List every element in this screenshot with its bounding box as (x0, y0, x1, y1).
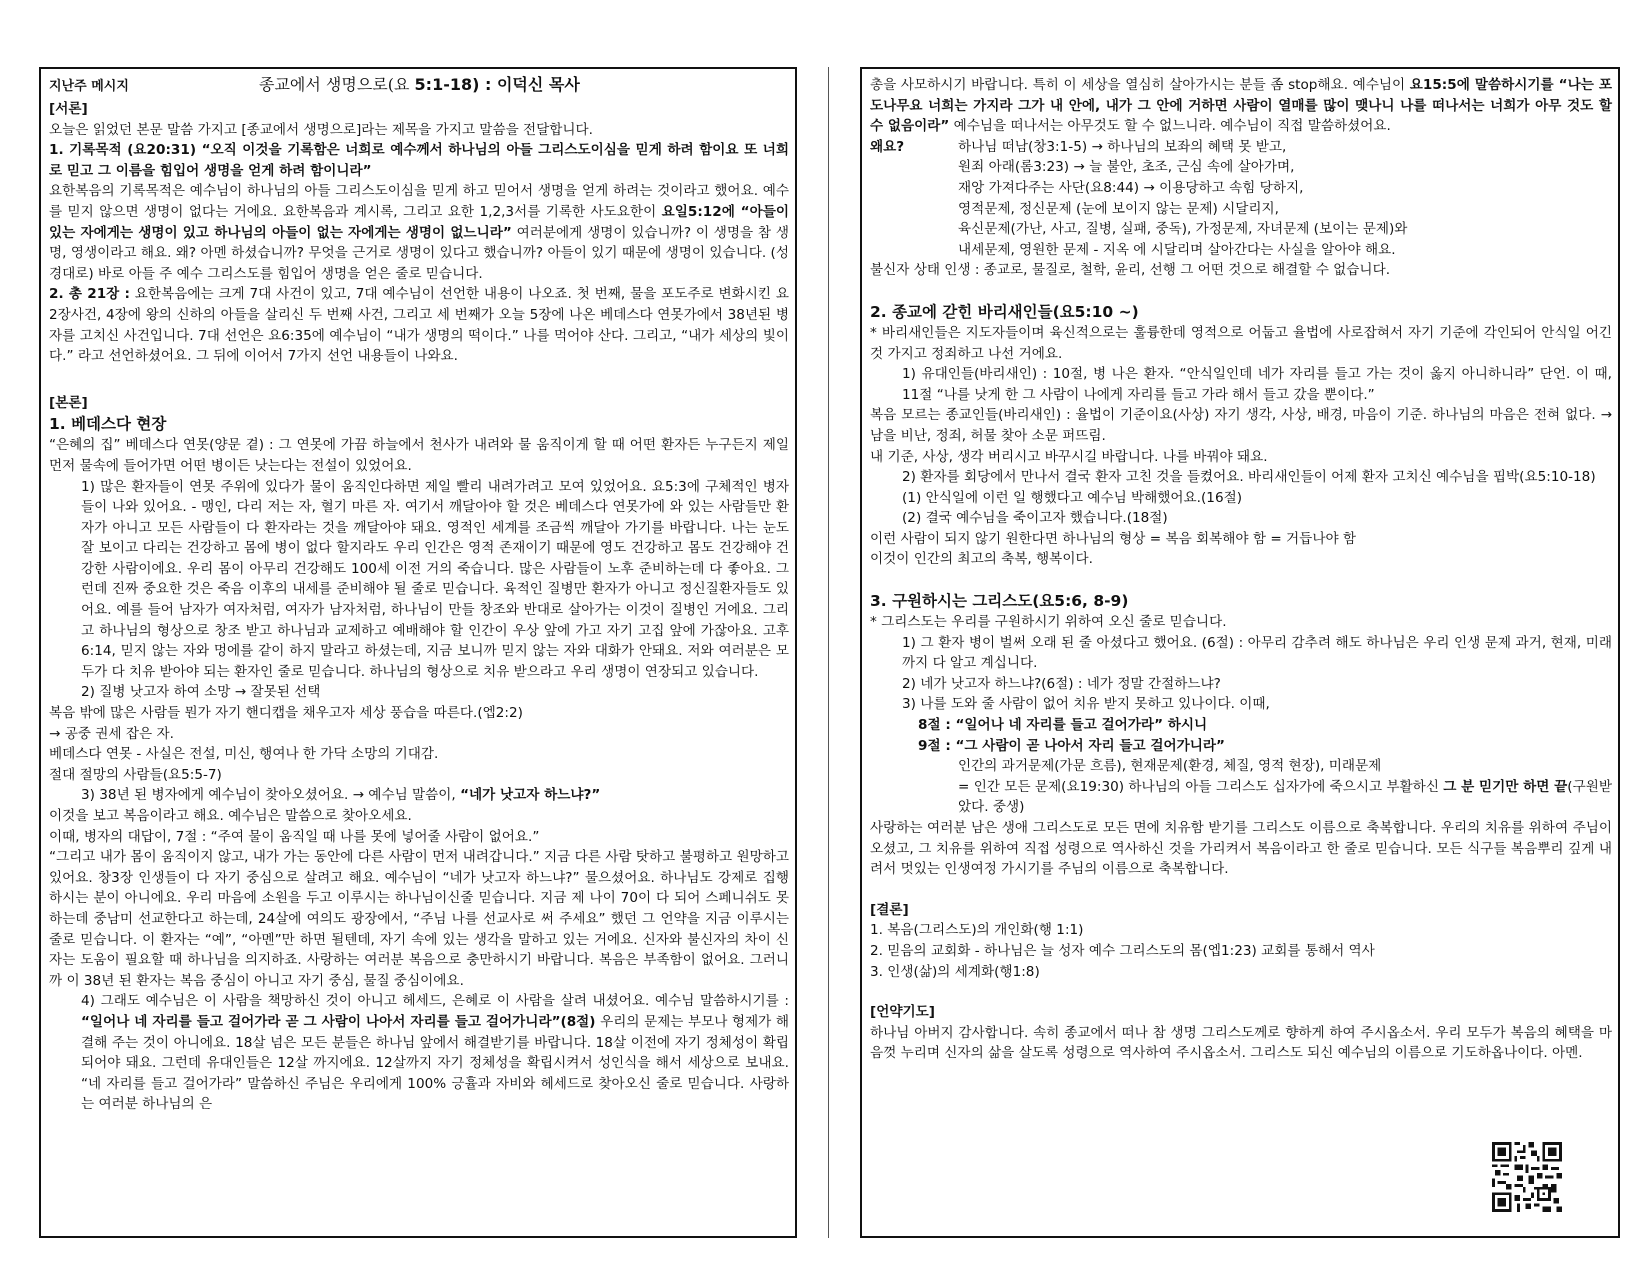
prayer-heading: [언약기도] (870, 1004, 935, 1021)
point1-verse: 요일5:12에 “아들이 있는 자에게는 생명이 있고 하나님의 아들이 없는 자에게는 생명이 없느니라” (49, 203, 789, 241)
section3-g: 인간의 과거문제(가문 흐름), 현재문제(환경, 체질, 영적 현장), 미래문제 (958, 758, 1382, 775)
section1-point4-c: 우리의 문제는 부모나 형제가 해결해 주는 것이 아니에요. 18살 넘은 모든 분들은 하나님 앞에서 해결받기를 바랍니다. 18살 이전에 자기 정체성이 확립되어야 돼요. 그런데 유대인들은 12살 까지에요. 12살까지 자기 정체성을 확립시켜서 성인식을 해서 세상으로 보내요. “네 자리를 들고 걸어가라” 말씀하신 주님은 우리에게 100% 긍휼과 자비와 헤세드로 찾아오신 줄로 믿습니다. 사랑하는 여러분 하나님의 은 (81, 1013, 789, 1113)
section2-f: (1) 안식일에 이런 일 행했다고 예수님 박해했어요.(16절) (902, 489, 1243, 506)
column-divider (828, 67, 829, 1238)
section3-h-bold: 그 분 믿기만 하면 끝 (1443, 778, 1568, 795)
conclusion-item: 1. 복음(그리스도)의 개인화(행 1:1) (870, 922, 1084, 939)
section2-b: 1) 유대인들(바리새인) : 10절, 병 나은 환자. “안식일인데 네가 자리를 들고 가는 것이 옳지 아니하니라” 단언. 이 때, 11절 “나를 낫게 한 그 사람이 나에게 자리를 들고 가라 해서 들고 갔을 뿐이다.” (902, 366, 1612, 403)
section3-verse8: 8절 : “일어나 네 자리를 들고 걸어가라” 하시니 (918, 717, 1208, 734)
section2-i: 이것이 인간의 최고의 축복, 행복이다. (870, 551, 1093, 568)
unbeliever-state: 불신자 상태 인생 : 종교로, 물질로, 철학, 윤리, 선행 그 어떤 것으로 해결할 수 없습니다. (870, 262, 1391, 279)
section1-intro: “은혜의 집” 베데스다 연못(양문 곁) : 그 연못에 가끔 하늘에서 천사가 내려와 물 움직이게 할 때 어떤 환자든 누구든지 제일 먼저 물속에 들어가면 어떤 병이든 낫는다는 전설이 있었어요. (49, 437, 789, 474)
why-label: 왜요? (870, 138, 905, 155)
section1-point4-quote: “일어나 네 자리를 들고 걸어가라 곧 그 사람이 나아서 자리를 들고 걸어가니라”(8절) (81, 1013, 596, 1030)
point2-title: 2. 총 21장 : (49, 286, 130, 303)
sermon-title-text: 종교에서 생명으로(요 (259, 75, 415, 94)
intro-text: 오늘은 읽었던 본문 말씀 가지고 [종교에서 생명으로]라는 제목을 가지고 말씀을 전달합니다. (49, 121, 594, 138)
why-item: 육신문제(가난, 사고, 질병, 실패, 중독), 가정문제, 자녀문제 (보이는 문제)와 (958, 221, 1408, 238)
conclusion-heading: [결론] (870, 901, 909, 918)
why-item: 재앙 가져다주는 사단(요8:44) → 이용당하고 속힘 당하지, (958, 179, 1304, 196)
continued-text-a: 총을 사모하시기 바랍니다. 특히 이 세상을 열심히 살아가시는 분들 좀 stop해요. 예수님이 (870, 77, 1410, 93)
section3-h-c: (구원받았다. 중생) (958, 778, 1612, 816)
section3-c: 2) 네가 낫고자 하느냐?(6절) : 네가 정말 간절하느냐? (902, 675, 1221, 692)
section3-a: * 그리스도는 우리를 구원하시기 위하여 오신 줄로 믿습니다. (870, 614, 1227, 631)
right-column (860, 67, 1620, 1238)
section2-d: 내 기준, 사상, 생각 버리시고 바꾸시길 바랍니다. 나를 바꿔야 돼요. (870, 448, 1268, 465)
point2-body: 요한복음에는 크게 7대 사건이 있고, 7대 예수님이 선언한 내용이 나오죠. 첫 번째, 물을 포도주로 변화시킨 요 2장사건, 4장에 왕의 신하의 아들을 살리신 두 번째 사건, 그리고 세 번째가 오늘 5장에 나온 베데스다 연못가에서 38년된 병자를 고치신 사건입니다. 7대 선언은 요6:35에 예수님이 “내가 생명의 떡이다.” 나를 먹어야 산다. 그리고, “내가 세상의 빛이다.” 라고 선언하셨어요. 그 뒤에 이어서 7가지 선언 내용들이 나와요. (49, 286, 790, 365)
section3-title: 3. 구원하시는 그리스도(요5:6, 8-9) (870, 592, 1129, 611)
section1-point2: 2) 질병 낫고자 하여 소망 → 잘못된 선택 (81, 684, 321, 701)
body-heading: [본론] (49, 394, 88, 411)
point1-body-a: 요한복음의 기록목적은 예수님이 하나님의 아들 그리스도이심을 믿게 하고 믿어서 생명을 얻게 하려는 것이라고 했어요. 예수를 믿지 않으면 생명이 없다는 거에요. 요한복음과 계시록, 그리고 요한 1,2,3서를 기록한 사도요한이 (49, 183, 789, 220)
section1-point4-a: 4) 그래도 예수님은 이 사람을 책망하신 것이 아니고 헤세드, 은혜로 이 사람을 살려 내셨어요. 예수님 말씀하시기를 : (81, 993, 789, 1010)
point2 (49, 284, 789, 366)
conclusion-item: 2. 믿음의 교회화 - 하나님은 늘 성자 예수 그리스도의 몸(엡1:23) 교회를 통해서 역사 (870, 942, 1375, 959)
section2-a: * 바리새인들은 지도자들이며 육신적으로는 훌륭한데 영적으로 어둡고 율법에 사로잡혀서 자기 기준에 각인되어 안식일 어긴 것 가지고 정죄하고 나선 거에요. (870, 324, 1612, 362)
why-items (958, 137, 1407, 261)
section1-point4 (49, 991, 789, 1115)
section1-point3-quote: “네가 낫고자 하느냐?” (460, 787, 601, 804)
section1-point3-e: “그리고 내가 몸이 움직이지 않고, 내가 가는 동안에 다른 사람이 먼저 내려갑니다.” 지금 다른 사람 탓하고 불평하고 원망하고 있어요. 창3장 인생들이 다 자기 중심으로 살려고 해요. 예수님이 “네가 낫고자 하느냐?” 물으셨어요. 하나님도 강제로 집행 하시는 분이 아니에요. 우리 마음에 소원을 두고 이루시는 하나님이신줄 믿습니다. 지금 제 나이 70이 다 되어 스페니쉬도 못하는데 중남미 선교한다고 하는데, 24살에 여의도 광장에서, “주님 나를 선교사로 써 주세요” 했던 그 언약을 지금 이루시는 줄로 믿습니다. 이 환자는 “예”, “아멘”만 하면 될텐데, 자기 속에 있는 생각을 말하고 있는 거에요. 신자와 불신자의 차이 신자는 도움이 필요할 때 하나님을 의지하죠. 사랑하는 여러분 복음으로 충만하시기 바랍니다. 복음은 부족함이 없어요. 그러니까 이 38년 된 환자는 복음 중심이 아니고 자기 중심, 물질 중심이에요. (49, 849, 789, 989)
section3-h-a: = 인간 모든 문제(요19:30) 하나님의 아들 그리스도 십자가에 죽으시고 부활하신 (958, 778, 1444, 795)
why-item: 내세문제, 영원한 문제 - 지옥 에 시달리며 살아간다는 사실을 알아야 해요. (958, 241, 1396, 258)
why-item: 하나님 떠남(창3:1-5) → 하나님의 보좌의 혜택 못 받고, (958, 138, 1287, 155)
continued-text (870, 75, 1612, 137)
sermon-title (259, 75, 580, 96)
point1-body (49, 181, 789, 284)
section1-point3 (49, 785, 789, 806)
conclusion-item: 3. 인생(삶)의 세계화(행1:8) (870, 963, 1040, 980)
point1-title: 1. 기록목적 (요20:31) “오직 이것을 기록함은 너희로 예수께서 하나님의 아들 그리스도이심을 믿게 하려 함이요 또 너희로 믿고 그 이름을 힘입어 생명을 얻게 하려 함이니라” (49, 142, 789, 179)
why-item: 원죄 아래(롬3:23) → 늘 불안, 초조, 근심 속에 살아가며, (958, 159, 1295, 176)
section1-point1: 1) 많은 환자들이 연못 주위에 있다가 물이 움직인다하면 제일 빨리 내려가려고 모여 있었어요. 요5:3에 구체적인 병자들이 나와 있어요. - 맹인, 다리 저는 자, 혈기 마른 자. 여기서 깨달아야 할 것은 베데스다 연못가에 와 있는 사람들만 환자가 아니고 모든 사람들이 다 환자라는 것을 깨달아야 돼요. 영적인 세계를 조금씩 깨달아 가기를 바랍니다. 나는 눈도 잘 보이고 다리는 건강하고 몸에 병이 없다 할지라도 우리 인간은 영적 존재이기 때문에 영도 건강하고 몸도 건강해야 건강한 사람이에요. 우리 몸이 아무리 건강해도 100세 이전 거의 죽습니다. 많은 사람들이 노후 준비하는데 다 좋아요. 그런데 진짜 중요한 것은 죽음 이후의 내세를 준비해야 될 줄로 믿습니다. 육적인 질병만 환자가 아니고 정신질환자들도 있어요. 예를 들어 남자가 여자처럼, 여자가 남자처럼, 하나님이 만들 창조와 반대로 살아가는 이것이 질병인 거에요. 그리고 하나님의 형상으로 창조 받고 하나님과 교제하고 예배해야 할 인간이 우상 앞에 가고 자기 고집 앞에 가잖아요. 고후6:14, 믿지 않는 자와 멍에를 같이 하지 말라고 하셨는데, 지금 보니까 믿지 않는 자와 대화가 안돼요. 저와 여러분은 모두가 다 치유 받아야 되는 환자인 줄로 믿습니다. 하나님의 형상으로 치유 받으라고 우리 생명이 연장되고 있습니다. (81, 478, 789, 680)
section2-title: 2. 종교에 갇힌 바리새인들(요5:10 ~) (870, 302, 1139, 321)
section2-e: 2) 환자를 회당에서 만나서 결국 환자 고친 것을 들켰어요. 바리새인들이 어제 환자 고치신 예수님을 핍박(요5:10-18) (902, 469, 1596, 486)
continued-text-c: 예수님을 떠나서는 아무것도 할 수 없느니라. 예수님이 직접 말씀하셨어요. (949, 118, 1391, 135)
why-list (870, 137, 1612, 261)
continued-verse: 요15:5에 말씀하시기를 “나는 포도나무요 너희는 가지라 그가 내 안에, 내가 그 안에 거하면 사람이 열매를 많이 맺나니 나를 떠나서는 너희가 아무 것도 할 수 없음이라” (870, 77, 1612, 135)
section1-point3-c: 이것을 보고 복음이라고 해요. 예수님은 말씀으로 찾아오세요. (49, 808, 412, 824)
section1-point3-a: 3) 38년 된 병자에게 예수님이 찾아오셨어요. → 예수님 말씀이, (81, 787, 461, 804)
sermon-title-ref: 5:1-18) : 이덕신 목사 (414, 75, 580, 94)
section1-point2-a: 복음 밖에 많은 사람들 뭔가 자기 핸디캡을 채우고자 세상 풍습을 따른다.(엡2:2) (49, 705, 523, 722)
qr-code-icon[interactable] (1492, 1142, 1562, 1212)
section3-d: 3) 나를 도와 줄 사람이 없어 치유 받지 못하고 있나이다. 이때, (902, 696, 1270, 713)
section3-i: 사랑하는 여러분 남은 생애 그리스도로 모든 면에 치유함 받기를 그리스도 이름으로 축복합니다. 우리의 치유를 위하여 주님이 오셨고, 그 치유를 위하여 직접 성령으로 역사하신 것을 가리켜서 복음이라고 한 줄로 믿습니다. 모든 식구들 복음뿌리 깊게 내려서 멋있는 인생여정 가시기를 주님의 이름으로 축복합니다. (870, 820, 1612, 878)
section1-point3-d: 이때, 병자의 대답이, 7절 : “주여 물이 움직일 때 나를 못에 넣어줄 사람이 없어요.” (49, 828, 540, 845)
section2-h: 이런 사람이 되지 않기 원한다면 하나님의 형상 = 복음 회복해야 함 = 거듭나야 함 (870, 530, 1357, 547)
section2-c: 복음 모르는 종교인들(바리새인) : 율법이 기준이요(사상) 자기 생각, 사상, 배경, 마음이 기준. 하나님의 마음은 전혀 없다. → 남을 비난, 정죄, 허물 찾아 소문 퍼뜨림. (870, 407, 1612, 444)
point1-body-c: 여러분에게 생명이 있습니까? 이 생명을 참 생명, 영생이라고 해요. 왜? 아멘 하셨습니까? 무엇을 근거로 생명이 있다고 했습니까? 아들이 있기 때문에 생명이 있습니다. (성경대로) 바로 아들 주 예수 그리스도를 힘입어 생명을 얻은 줄로 믿습니다. (49, 224, 789, 282)
header-label: 지난주 메시지 (49, 79, 129, 94)
why-item: 영적문제, 정신문제 (눈에 보이지 않는 문제) 시달리지, (958, 200, 1279, 217)
section1-point2-d: 절대 절망의 사람들(요5:5-7) (49, 766, 222, 783)
section2-g: (2) 결국 예수님을 죽이고자 했습니다.(18절) (902, 510, 1168, 527)
section1-point2-b: → 공중 권세 잡은 자. (49, 725, 174, 742)
section3-b: 1) 그 환자 병이 벌써 오래 된 줄 아셨다고 했어요. (6절) : 아무리 감추려 해도 하나님은 우리 인생 문제 과거, 현재, 미래까지 다 알고 계십니다. (902, 634, 1612, 672)
intro-heading: [서론] (49, 101, 88, 117)
section1-title: 1. 베데스다 현장 (49, 415, 167, 434)
prayer-text: 하나님 아버지 감사합니다. 속히 종교에서 떠나 참 생명 그리스도께로 향하게 하여 주시옵소서. 우리 모두가 복음의 혜택을 마음껏 누리며 신자의 삶을 살도록 성령으로 역사하여 주시옵소서. 그리스도 되신 예수님의 이름으로 기도하옵나이다. 아멘. (870, 1024, 1612, 1062)
bulletin-header (49, 75, 789, 99)
left-column (39, 67, 797, 1238)
section3-verse9: 9절 : “그 사람이 곧 나아서 자리 들고 걸어가니라” (918, 737, 1225, 754)
section1-point2-c: 베데스다 연못 - 사실은 전설, 미신, 행여나 한 가닥 소망의 기대감. (49, 746, 439, 763)
section3-h (870, 777, 1612, 818)
